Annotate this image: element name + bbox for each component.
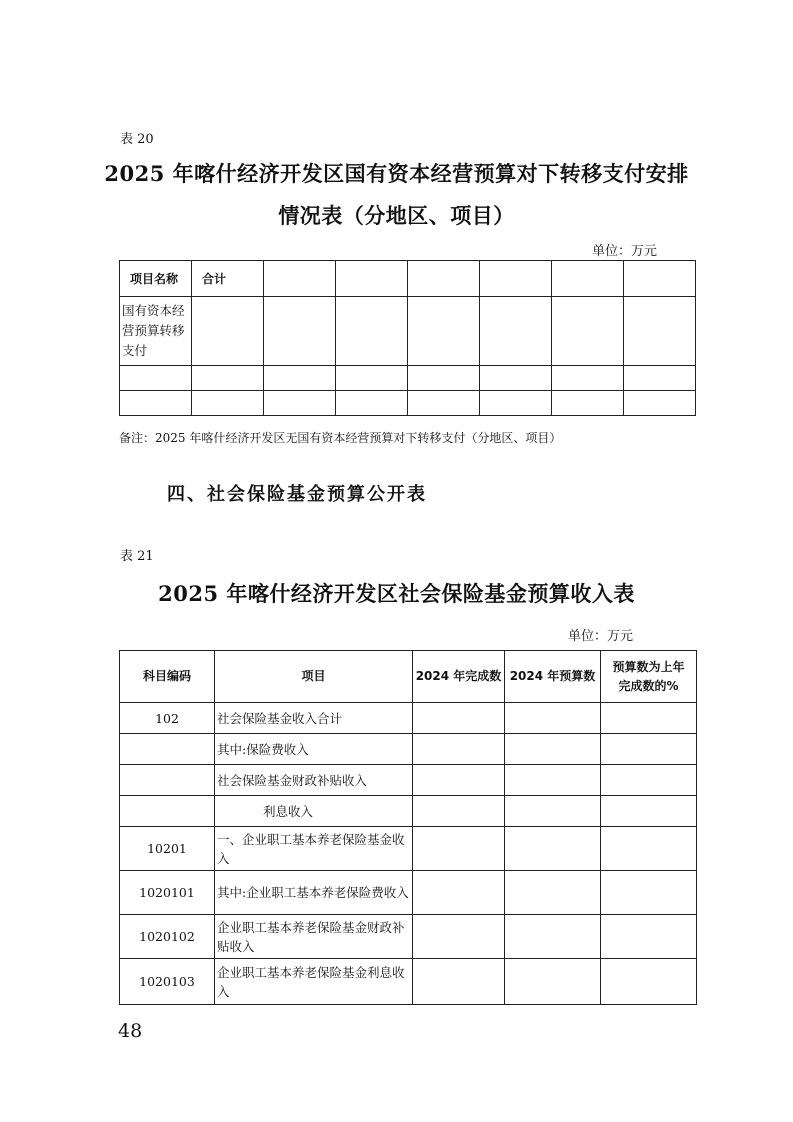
cell [624,391,696,416]
section-heading: 四、社会保险基金预算公开表 [167,484,427,505]
row-item: 企业职工基本养老保险基金财政补贴收入 [215,915,413,959]
cell [192,391,264,416]
header-item: 项目 [215,651,413,703]
table-row [120,765,697,796]
row-code: 10201 [120,827,215,871]
cell [413,915,505,959]
cell [601,871,697,915]
cell [552,366,624,391]
cell [413,734,505,765]
row-item: 社会保险基金财政补贴收入 [215,765,413,796]
row-item: 企业职工基本养老保险基金利息收入 [215,959,413,1005]
header-ratio: 预算数为上年完成数的% [601,651,697,703]
row-item: 利息收入 [215,796,413,827]
table-row [120,297,696,366]
table20-header-row [120,261,696,297]
row-code: 102 [120,703,215,734]
cell [264,297,336,366]
cell [336,391,408,416]
table21-title: 2025 年喀什经济开发区社会保险基金预算收入表 [158,581,635,606]
table21-unit: 单位：万元 [568,629,634,644]
row-code [120,796,215,827]
page-number: 48 [118,1020,143,1042]
cell [624,297,696,366]
cell [505,765,601,796]
cell [601,796,697,827]
header-budget-2024: 2024 年预算数 [505,651,601,703]
table21-header-row [120,651,697,703]
header-empty [480,261,552,297]
cell [264,391,336,416]
cell [120,366,192,391]
row-item: 社会保险基金收入合计 [215,703,413,734]
cell [413,765,505,796]
cell [408,366,480,391]
cell [505,703,601,734]
row-code [120,765,215,796]
cell [601,827,697,871]
cell [601,915,697,959]
cell [408,297,480,366]
cell [192,297,264,366]
row-item: 其中:企业职工基本养老保险费收入 [215,871,413,915]
row-code: 1020102 [120,915,215,959]
table-row [120,959,697,1005]
cell [505,959,601,1005]
header-code: 科目编码 [120,651,215,703]
table21-label: 表 21 [120,549,154,564]
table-row [120,391,696,416]
cell [505,915,601,959]
table20-note: 备注：2025 年喀什经济开发区无国有资本经营预算对下转移支付（分地区、项目） [119,431,562,445]
cell [480,366,552,391]
row-code: 1020101 [120,871,215,915]
table20-title-line1: 2025 年喀什经济开发区国有资本经营预算对下转移支付安排 [104,161,689,186]
table20-unit: 单位：万元 [592,244,658,259]
cell [192,366,264,391]
cell [264,366,336,391]
cell [480,297,552,366]
header-item-name: 项目名称 [120,261,192,297]
row-name: 国有资本经营预算转移支付 [120,297,192,366]
cell [413,703,505,734]
cell [505,734,601,765]
header-total: 合计 [192,261,264,297]
table20 [119,260,696,416]
cell [336,366,408,391]
cell [408,391,480,416]
table-row [120,703,697,734]
header-empty [408,261,480,297]
table-row [120,871,697,915]
cell [413,871,505,915]
header-empty [336,261,408,297]
cell [624,366,696,391]
row-code: 1020103 [120,959,215,1005]
cell [505,796,601,827]
cell [413,959,505,1005]
cell [336,297,408,366]
cell [413,796,505,827]
table20-title-line2: 情况表（分地区、项目） [278,203,515,228]
table20-label: 表 20 [120,132,154,147]
header-empty [624,261,696,297]
row-item: 一、企业职工基本养老保险基金收入 [215,827,413,871]
table-row [120,827,697,871]
header-done-2024: 2024 年完成数 [413,651,505,703]
header-empty [264,261,336,297]
cell [413,827,505,871]
header-empty [552,261,624,297]
table21 [119,650,697,1005]
table-row [120,796,697,827]
row-code [120,734,215,765]
cell [120,391,192,416]
cell [505,871,601,915]
table-row [120,366,696,391]
row-item: 其中:保险费收入 [215,734,413,765]
cell [601,765,697,796]
cell [601,959,697,1005]
cell [505,827,601,871]
cell [552,391,624,416]
cell [601,703,697,734]
cell [601,734,697,765]
table-row [120,734,697,765]
cell [480,391,552,416]
table-row [120,915,697,959]
cell [552,297,624,366]
